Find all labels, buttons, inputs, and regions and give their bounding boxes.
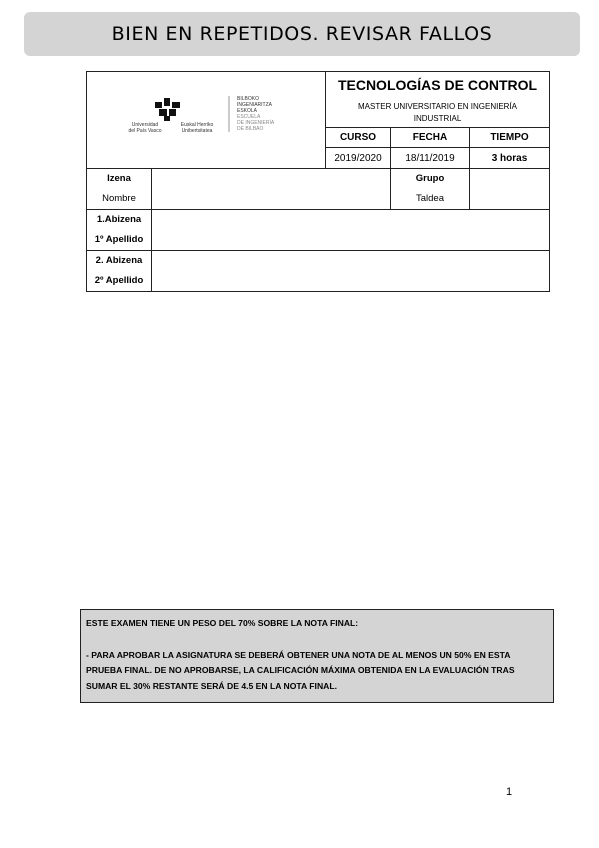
value-fecha: 18/11/2019 (391, 148, 470, 169)
logo-upv-line2: del País Vasco (128, 128, 162, 134)
group-label-eu: Taldea (416, 193, 444, 204)
surname1-label-eu: 1.Abizena (96, 214, 142, 225)
note-line2: - PARA APROBAR LA ASIGNATURA SE DEBERÁ OBTENER UNA NOTA DE AL MENOS UN 50% EN ESTA PRUEBA FINAL. DE NO APROBARSE, LA CALIFICACIÓN MÁXIMA OBTENIDA EN LA EVALUACIÓN TRAS SUMAR EL 30% RESTANTE SERÁ DE 4.5 EN LA NOTA FINAL. (86, 649, 515, 691)
name-field[interactable] (152, 169, 391, 210)
logo-school-line6: DE BILBAO (237, 126, 264, 132)
surname1-label-es: 1º Apellido (94, 234, 144, 245)
university-logo (121, 88, 311, 148)
page-number: 1 (506, 786, 513, 798)
logo-ehu-line1: Euskal Herriko (180, 122, 214, 128)
group-field[interactable] (470, 169, 550, 210)
name-label-es: Nombre (102, 193, 136, 204)
program-line1: MASTER UNIVERSITARIO EN INGENIERÍA (358, 101, 517, 111)
logo-ehu-line2: Unibertsitatea (181, 128, 213, 134)
exam-weight-note (80, 609, 554, 703)
surname2-label-eu: 2. Abizena (95, 255, 143, 266)
course-title: TECNOLOGÍAS DE CONTROL (337, 76, 538, 93)
logo-school-line3: ESKOLA (237, 108, 258, 114)
value-tiempo: 3 horas (470, 148, 550, 169)
note-line1: ESTE EXAMEN TIENE UN PESO DEL 70% SOBRE LA NOTA FINAL: (86, 618, 359, 628)
surname1-field[interactable] (152, 210, 550, 251)
program-line2: INDUSTRIAL (413, 113, 462, 123)
logo-school-line2: INGENIARITZA (237, 102, 273, 108)
group-label-cell (391, 169, 470, 210)
surname1-label-cell (87, 210, 152, 251)
name-label-eu: Izena (107, 173, 131, 184)
logo-school-line5: DE INGENIERÍA (237, 120, 275, 126)
logo-cell (87, 72, 326, 169)
surname2-label-es: 2º Apellido (94, 275, 144, 286)
value-curso: 2019/2020 (326, 148, 391, 169)
banner-text: BIEN EN REPETIDOS. REVISAR FALLOS (111, 23, 493, 45)
exam-header-table (86, 71, 550, 292)
col-header-curso: CURSO (326, 128, 391, 148)
col-header-tiempo: TIEMPO (470, 128, 550, 148)
surname2-field[interactable] (152, 251, 550, 292)
logo-upv-line1: Universidad (131, 122, 159, 128)
top-banner (24, 12, 580, 56)
group-label-es: Grupo (415, 173, 445, 184)
logo-school-line4: ESCUELA (237, 114, 261, 120)
logo-school-line1: BILBOKO (237, 96, 259, 102)
col-header-fecha: FECHA (391, 128, 470, 148)
course-title-cell (326, 72, 550, 128)
name-label-cell (87, 169, 152, 210)
surname2-label-cell (87, 251, 152, 292)
